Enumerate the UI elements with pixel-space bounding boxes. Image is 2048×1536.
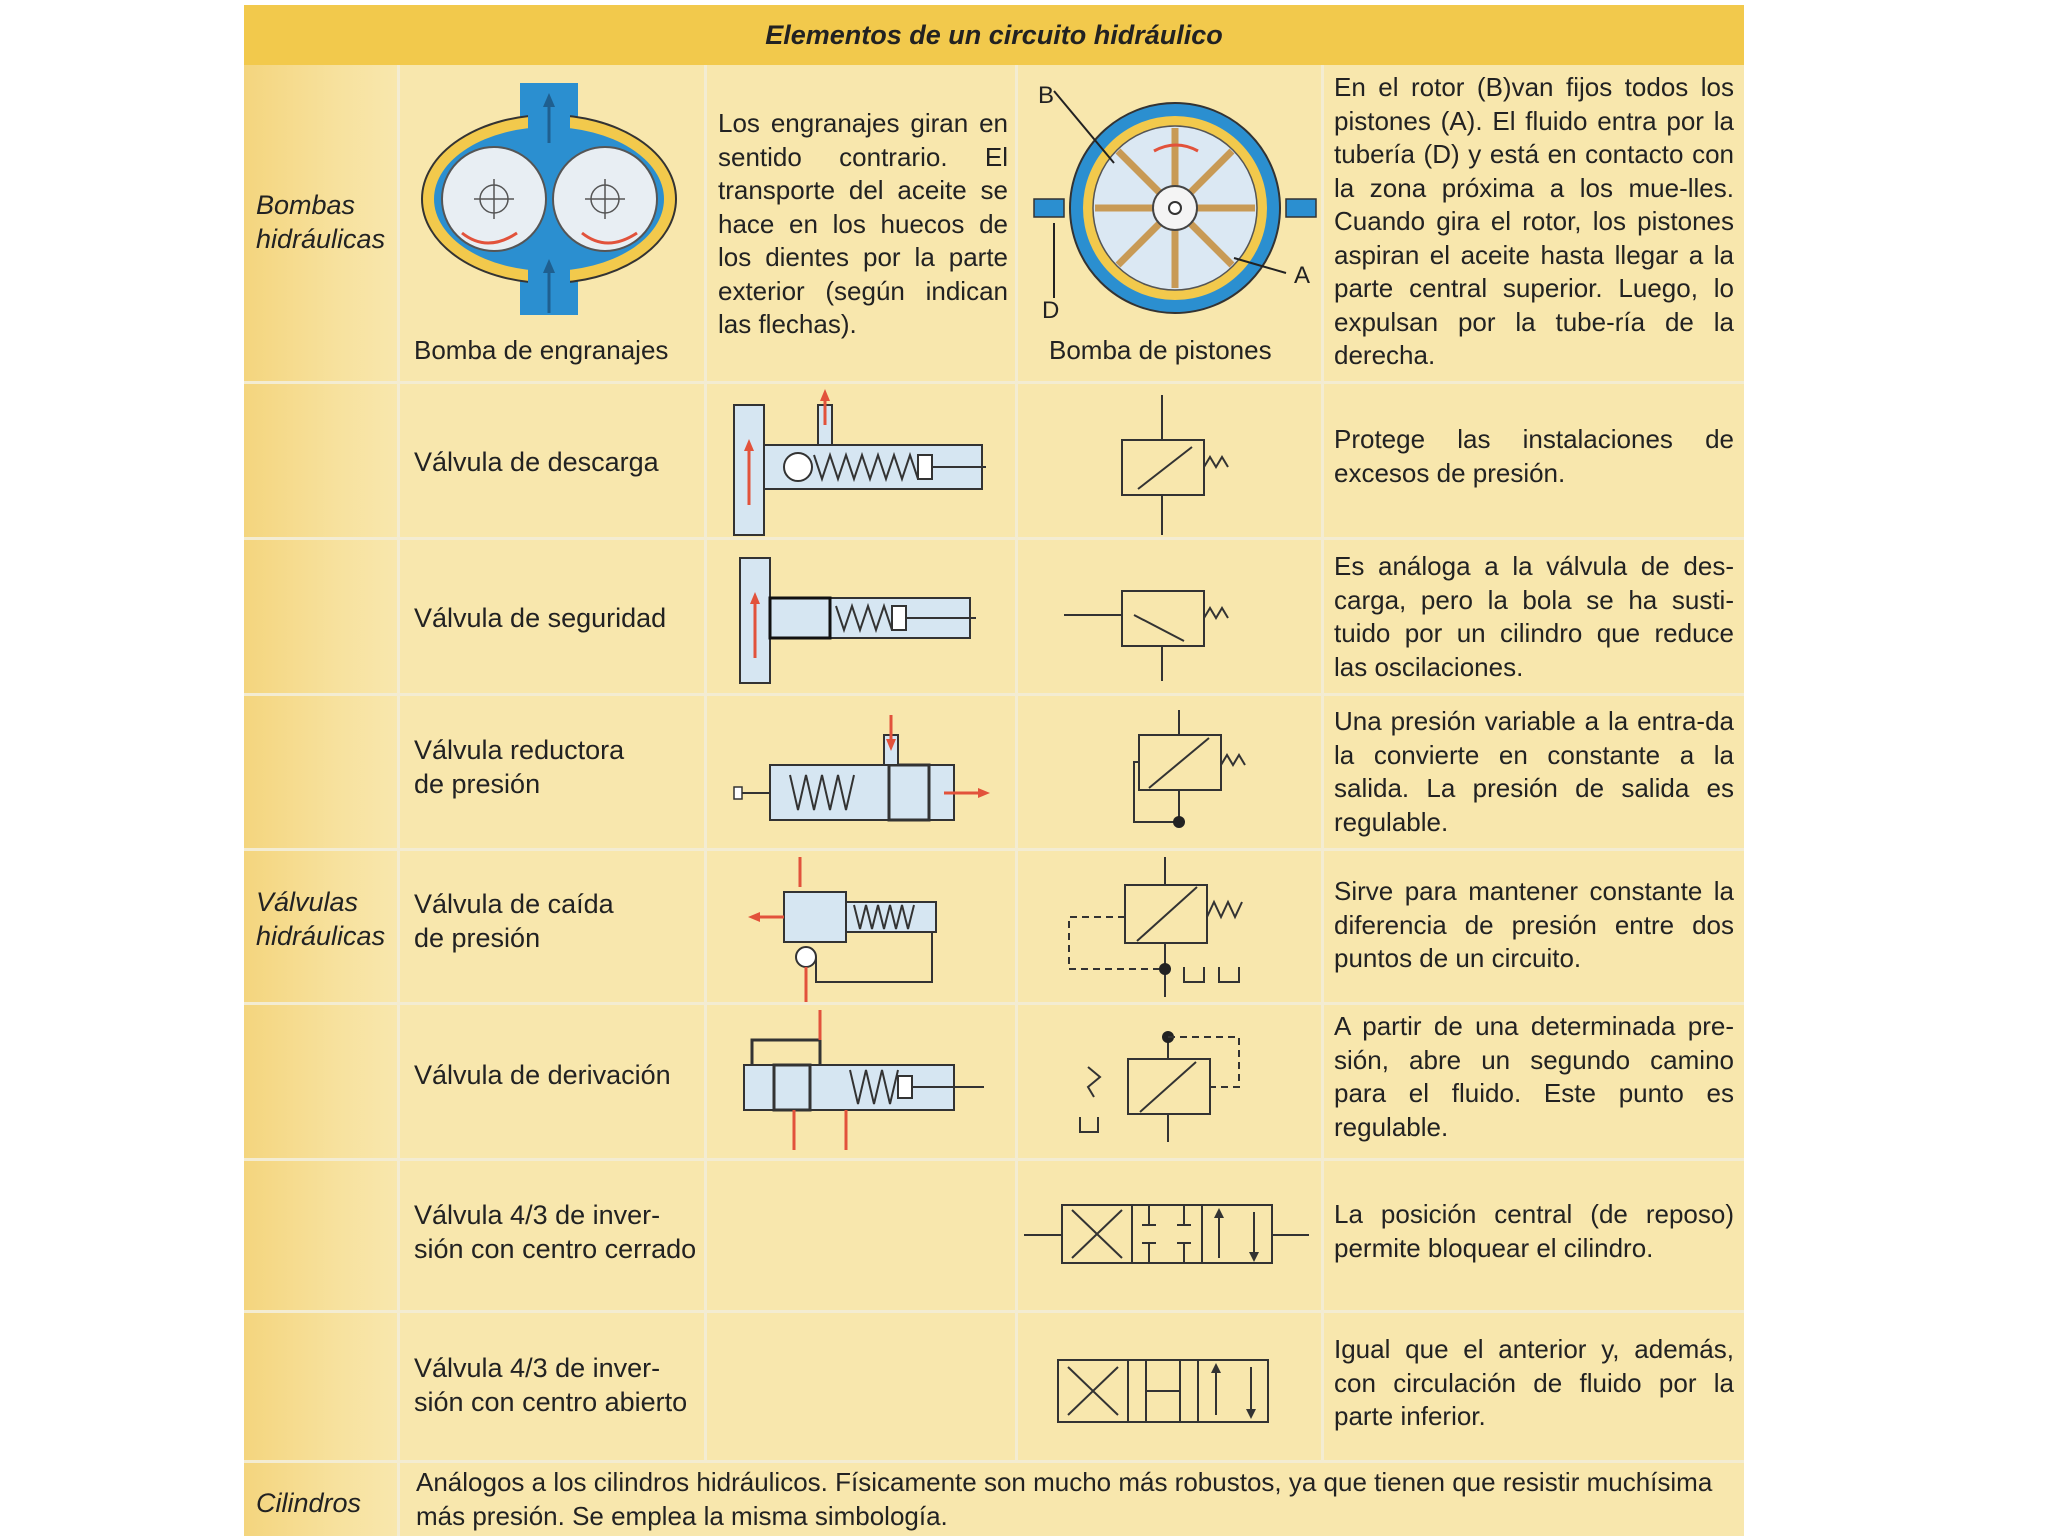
relief-valve-diagram <box>734 395 994 535</box>
valve-name-caida: Válvula de caída de presión <box>414 889 614 953</box>
valve-43-open-symbol <box>1056 1355 1271 1425</box>
cylinders-description: Análogos a los cilindros hidráulicos. Físicamente son mucho más robustos, ya que tienen que resistir muchísima más presión. Se emplea la misma simbología. <box>416 1467 1713 1531</box>
piston-pump-caption: Bomba de pistones <box>1049 335 1272 365</box>
reducing-valve-symbol <box>1084 710 1254 840</box>
piston-pump-description: En el rotor (B)van fijos todos los pistones (A). El fluido entra por la tubería (D) y está en contacto con la zona próxima a los mue-lles. Cuando gira el rotor, los pistones aspiran el aceite hasta llegar a la parte central superior. Luego, lo expulsan por la tube-ría de la derecha. <box>1334 72 1734 370</box>
valve-desc-43-abierto: Igual que el anterior y, además, con circulación de fluido por la parte inferior. <box>1334 1334 1734 1431</box>
reducing-valve-diagram <box>734 715 994 830</box>
category-bombas: Bombas hidráulicas <box>256 190 386 254</box>
table <box>244 5 1744 1536</box>
valve-name-descarga: Válvula de descarga <box>414 447 659 477</box>
bypass-valve-symbol <box>1074 1017 1254 1147</box>
valve-desc-seguridad: Es análoga a la válvula de des-carga, pero la bola se ha susti-tuido por un cilindro que reduce las oscilaciones. <box>1334 551 1734 682</box>
relief-valve-symbol <box>1104 395 1234 535</box>
piston-label-b: B <box>1038 82 1055 109</box>
category-valvulas: Válvulas hidráulicas <box>256 887 386 951</box>
gear-pump-diagram <box>422 83 682 315</box>
valve-desc-caida: Sirve para mantener constante la diferencia de presión entre dos puntos de un circuito. <box>1334 876 1734 973</box>
table-title: Elementos de un circuito hidráulico <box>244 5 1744 65</box>
valve-name-reductora: Válvula reductora de presión <box>414 735 625 799</box>
piston-pump-diagram <box>1034 83 1324 323</box>
category-column <box>244 65 397 1536</box>
bypass-valve-diagram <box>734 1010 994 1155</box>
valve-desc-reductora: Una presión variable a la entra-da la convierte en constante a la salida. La presión de salida es regulable. <box>1334 706 1734 837</box>
safety-valve-symbol <box>1064 553 1244 683</box>
valve-name-derivacion: Válvula de derivación <box>414 1060 671 1090</box>
valve-43-closed-symbol <box>1024 1200 1309 1270</box>
safety-valve-diagram <box>740 558 980 683</box>
piston-label-a: A <box>1294 262 1311 289</box>
gear-pump-description: Los engranajes giran en sentido contrario. El transporte del aceite se hace en los huecos de los dientes por la parte exterior (según indican las flechas). <box>718 108 1008 339</box>
pressure-drop-valve-symbol <box>1069 857 1249 1007</box>
valve-desc-descarga: Protege las instalaciones de excesos de presión. <box>1334 424 1734 488</box>
gear-pump-caption: Bomba de engranajes <box>414 335 669 365</box>
valve-name-43-cerrado: Válvula 4/3 de inver- sión con centro cerrado <box>414 1200 697 1264</box>
valve-desc-derivacion: A partir de una determinada pre-sión, abre un segundo camino para el fluido. Este punto es regulable. <box>1334 1011 1734 1142</box>
valve-desc-43-cerrado: La posición central (de reposo) permite bloquear el cilindro. <box>1334 1199 1734 1263</box>
category-cilindros: Cilindros <box>256 1488 362 1518</box>
piston-label-d: D <box>1042 297 1060 324</box>
pressure-drop-valve-diagram <box>754 857 984 1002</box>
valve-name-seguridad: Válvula de seguridad <box>414 603 667 633</box>
valve-name-43-abierto: Válvula 4/3 de inver- sión con centro abierto <box>414 1353 688 1417</box>
